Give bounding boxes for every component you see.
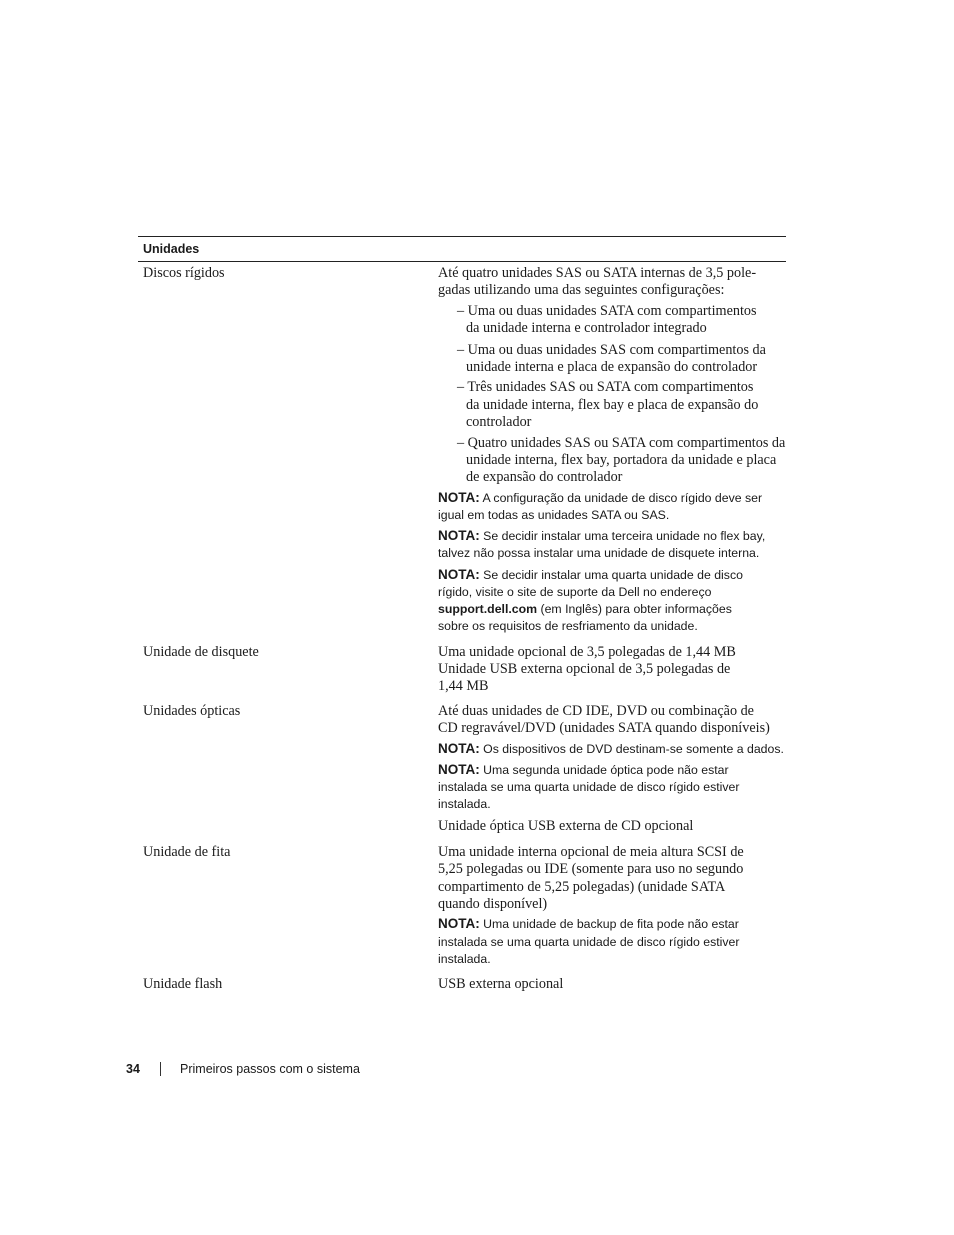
note-label: NOTA: — [438, 566, 480, 582]
list-item-line: – Uma ou duas unidades SAS com compartimentos da — [457, 341, 766, 358]
note-text: (em Inglês) para obter informações — [537, 602, 732, 617]
table-row-floppy — [138, 644, 786, 696]
value-line: Até duas unidades de CD IDE, DVD ou combinação de — [438, 702, 754, 719]
row-label: Unidade de disquete — [143, 643, 259, 660]
note-text: talvez não possa instalar uma unidade de disquete interna. — [438, 546, 760, 561]
note — [438, 489, 786, 524]
value-line: Uma unidade interna opcional de meia altura SCSI de — [438, 843, 744, 860]
note — [438, 740, 786, 758]
note-label: NOTA: — [438, 761, 480, 777]
list-item — [438, 435, 786, 487]
note-text: instalada. — [438, 797, 491, 812]
row-value — [438, 844, 786, 968]
row-value — [438, 703, 786, 836]
value-line: quando disponível) — [438, 895, 548, 912]
list-item-line: de expansão do controlador — [466, 469, 623, 486]
table-row-flash — [138, 976, 786, 993]
note-text: Uma unidade de backup de fita pode não estar — [479, 917, 739, 932]
note-label: NOTA: — [438, 528, 480, 544]
footer-divider — [160, 1062, 161, 1076]
list-item-line: – Uma ou duas unidades SATA com compartimentos — [457, 302, 757, 319]
note-text: instalada se uma quarta unidade de disco rígido estiver — [438, 779, 740, 794]
list-item-line: – Quatro unidades SAS ou SATA com compartimentos da — [457, 434, 786, 451]
table-row-optical — [138, 703, 786, 836]
row-value — [438, 976, 786, 993]
note-label: NOTA: — [438, 740, 480, 756]
value-line: USB externa opcional — [438, 975, 564, 992]
value-line: 5,25 polegadas ou IDE (somente para uso no segundo — [438, 861, 744, 878]
list-item-line: da unidade interna e controlador integrado — [466, 320, 707, 337]
note-text: Se decidir instalar uma quarta unidade de disco — [479, 567, 743, 582]
list-item-line: da unidade interna, flex bay e placa de expansão do — [466, 396, 759, 413]
page-footer — [126, 1062, 360, 1076]
list-item-line: – Três unidades SAS ou SATA com compartimentos — [457, 379, 754, 396]
page-number: 34 — [126, 1062, 140, 1076]
note — [438, 761, 786, 814]
value-line: Unidade óptica USB externa de CD opcional — [438, 818, 694, 835]
table-row-hard-drives — [138, 265, 786, 636]
value-line: Unidade USB externa opcional de 3,5 polegadas de — [438, 660, 731, 677]
table-row-tape — [138, 844, 786, 968]
row-value — [438, 265, 786, 636]
note — [438, 527, 786, 562]
note-text: A configuração da unidade de disco rígido deve ser — [479, 490, 763, 505]
list-item-line: unidade interna e placa de expansão do controlador — [466, 359, 758, 376]
note-text: instalada se uma quarta unidade de disco rígido estiver — [438, 934, 740, 949]
note — [438, 915, 786, 968]
row-label: Unidade flash — [143, 975, 223, 992]
list-item — [438, 342, 786, 377]
footer-section-title: Primeiros passos com o sistema — [180, 1062, 360, 1076]
drives-spec-table — [138, 236, 786, 993]
note-label: NOTA: — [438, 489, 480, 505]
note-text: instalada. — [438, 951, 491, 966]
note-text: Os dispositivos de DVD destinam-se somente a dados. — [479, 741, 784, 756]
row-label: Unidade de fita — [143, 843, 231, 860]
row-label: Unidades ópticas — [143, 702, 241, 719]
note — [438, 566, 786, 636]
row-value — [438, 644, 786, 696]
table-header: Unidades — [138, 237, 786, 262]
note-text: sobre os requisitos de resfriamento da unidade. — [438, 619, 698, 634]
support-link[interactable]: support.dell.com — [438, 602, 538, 617]
value-line: 1,44 MB — [438, 678, 489, 695]
value-line: CD regravável/DVD (unidades SATA quando disponíveis) — [438, 720, 770, 737]
note-text: rígido, visite o site de suporte da Dell no endereço — [438, 584, 712, 599]
value-line: Até quatro unidades SAS ou SATA internas de 3,5 pole- — [438, 265, 757, 281]
row-label: Discos rígidos — [143, 265, 225, 281]
list-item — [438, 303, 786, 338]
note-text: Se decidir instalar uma terceira unidade no flex bay, — [479, 529, 766, 544]
note-label: NOTA: — [438, 916, 480, 932]
value-line: Uma unidade opcional de 3,5 polegadas de 1,44 MB — [438, 643, 736, 660]
value-line: compartimento de 5,25 polegadas) (unidade SATA — [438, 878, 726, 895]
value-line: gadas utilizando uma das seguintes configurações: — [438, 282, 725, 299]
list-item-line: controlador — [466, 414, 532, 431]
note-text: Uma segunda unidade óptica pode não estar — [479, 762, 729, 777]
list-item-line: unidade interna, flex bay, portadora da unidade e placa — [466, 452, 777, 469]
note-text: igual em todas as unidades SATA ou SAS. — [438, 508, 670, 523]
list-item — [438, 379, 786, 431]
